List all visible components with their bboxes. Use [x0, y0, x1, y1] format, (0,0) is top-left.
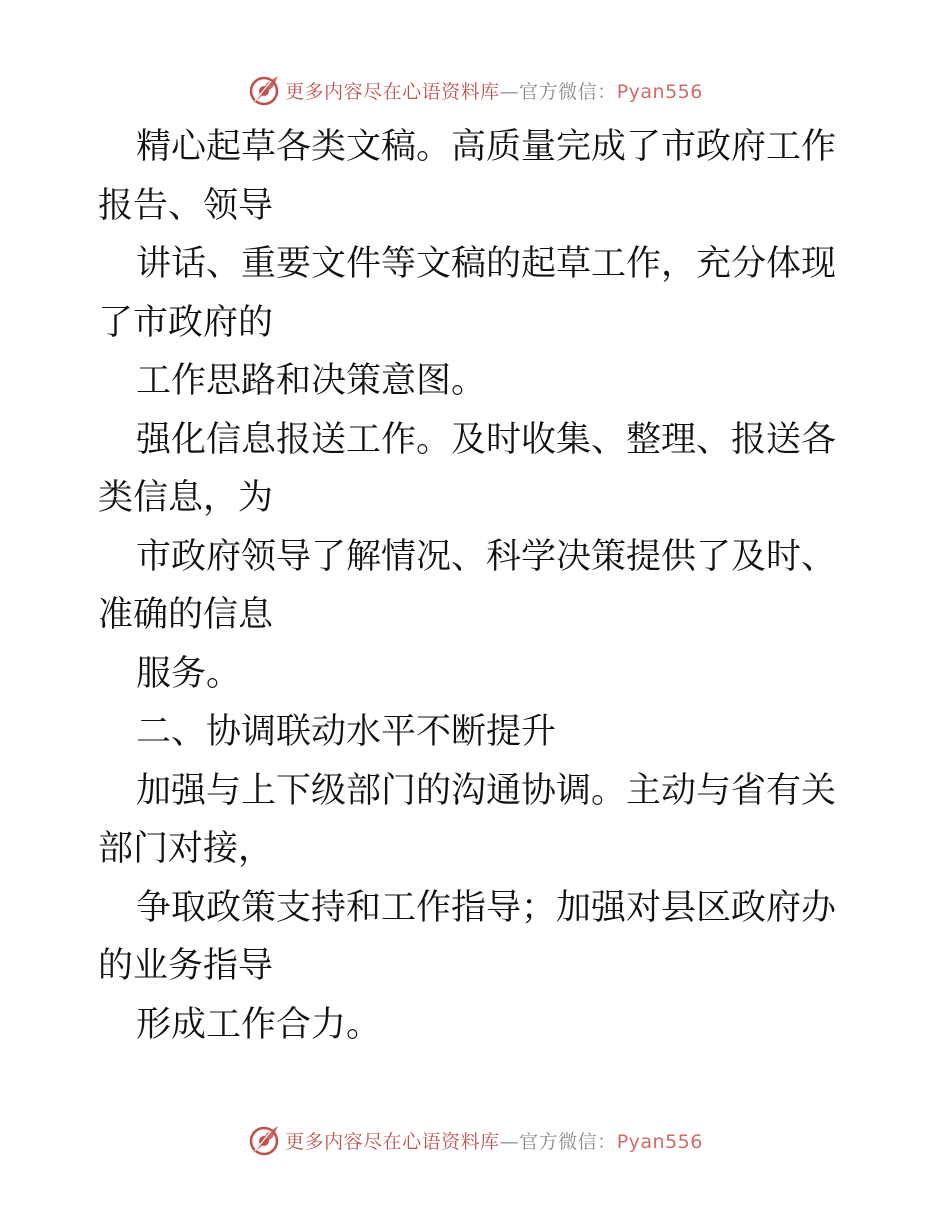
wechat-label: 官方微信： [519, 1130, 617, 1153]
header-banner [0, 70, 950, 110]
section-heading: 二、协调联动水平不断提升 [136, 712, 557, 752]
paragraph: 工作思路和决策意图。 [136, 361, 487, 401]
paragraph: 形成工作合力。 [136, 1004, 382, 1045]
paragraph: 加强与上下级部门的沟通协调。主动与省有关部门对接， [98, 770, 837, 869]
banner-separator: — [499, 80, 520, 103]
paragraph: 市政府领导了解情况、科学决策提供了及时、准确的信息 [98, 536, 837, 635]
paragraph: 服务。 [136, 653, 242, 694]
paragraph: 精心起草各类文稿。高质量完成了市政府工作报告、领导 [98, 127, 837, 226]
wechat-id: Pyan556 [616, 80, 703, 103]
paragraph: 争取政策支持和工作指导；加强对县区政府办的业务指导 [98, 887, 837, 986]
quill-pen-icon [247, 1123, 281, 1157]
paragraph: 强化信息报送工作。及时收集、整理、报送各类信息，为 [98, 419, 837, 518]
site-name-text: 更多内容尽在心语资料库 [285, 80, 500, 103]
wechat-id: Pyan556 [616, 1130, 703, 1153]
wechat-label: 官方微信： [519, 80, 617, 103]
site-name-text: 更多内容尽在心语资料库 [285, 1130, 500, 1153]
footer-banner [0, 1120, 950, 1160]
document-body [98, 118, 858, 1054]
banner-separator: — [499, 1130, 520, 1153]
paragraph: 讲话、重要文件等文稿的起草工作，充分体现了市政府的 [98, 244, 837, 343]
quill-pen-icon [247, 73, 281, 107]
